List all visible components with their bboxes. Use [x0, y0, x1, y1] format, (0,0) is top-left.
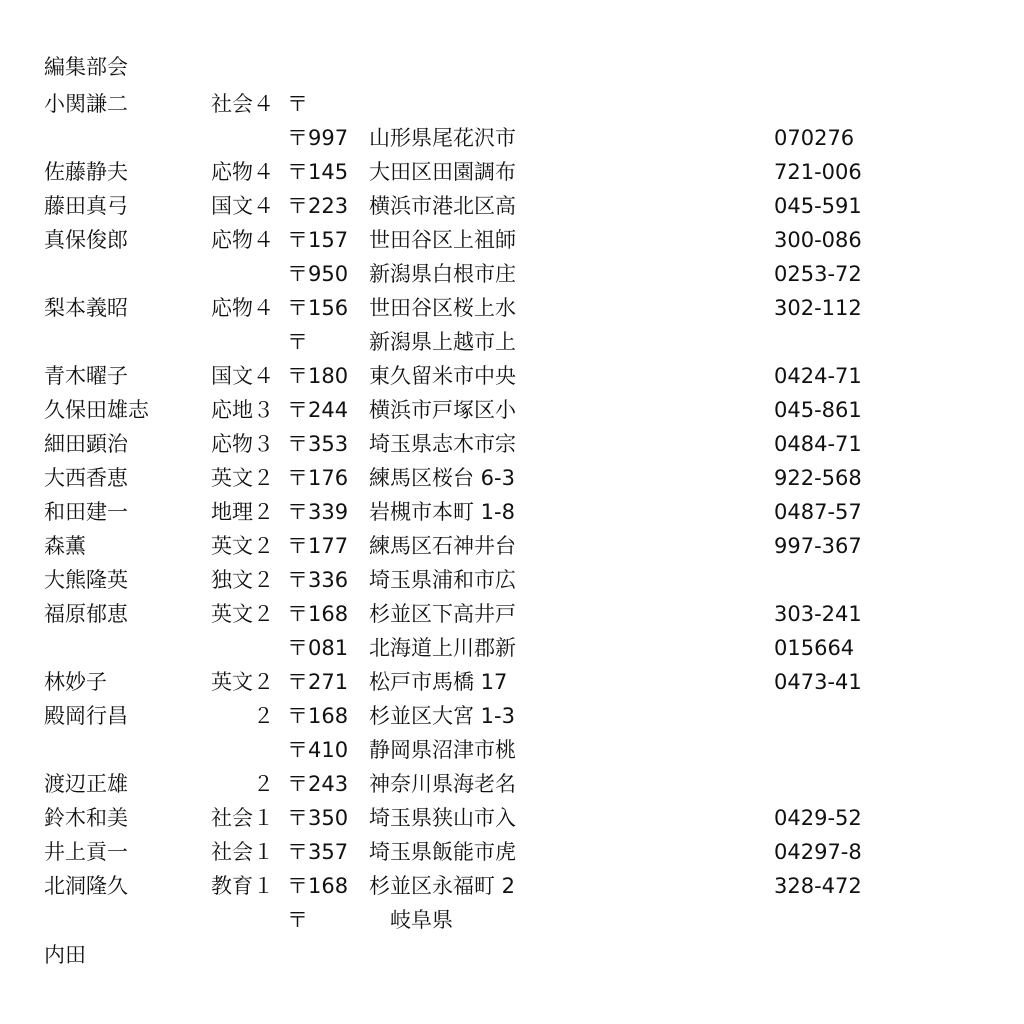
postal-code: 〒168 [287, 874, 349, 898]
member-address: 岩槻市本町 1-8 [369, 500, 515, 524]
postal-code: 〒271 [287, 670, 349, 694]
table-row [0, 427, 1024, 461]
postal-code: 〒350 [287, 806, 349, 830]
member-address: 埼玉県飯能市虎 [369, 840, 516, 864]
member-phone: 300-086 [774, 228, 862, 252]
table-row [0, 631, 1024, 665]
table-row [0, 835, 1024, 869]
postal-code: 〒 [287, 92, 308, 116]
member-address: 北海道上川郡新 [369, 636, 516, 660]
member-department: 英文２ [211, 534, 274, 558]
member-department: 英文２ [211, 602, 274, 626]
member-name: 渡辺正雄 [44, 772, 128, 796]
member-address: 新潟県上越市上 [369, 330, 516, 354]
member-address: 新潟県白根市庄 [369, 262, 516, 286]
member-name: 殿岡行昌 [44, 704, 128, 728]
postal-code: 〒177 [287, 534, 349, 558]
table-row [0, 665, 1024, 699]
member-phone: 0424-71 [774, 364, 862, 388]
postal-code: 〒168 [287, 704, 349, 728]
member-name: 鈴木和美 [44, 806, 128, 830]
member-name: 森薫 [44, 534, 86, 558]
member-address: 松戸市馬橋 17 [369, 670, 508, 694]
member-address: 世田谷区桜上水 [369, 296, 516, 320]
member-department: 応物４ [211, 228, 274, 252]
member-address: 杉並区大宮 1-3 [369, 704, 515, 728]
postal-code: 〒180 [287, 364, 349, 388]
table-row [0, 699, 1024, 733]
member-name: 福原郁恵 [44, 602, 128, 626]
table-row [0, 597, 1024, 631]
postal-code: 〒145 [287, 160, 349, 184]
postal-code: 〒243 [287, 772, 349, 796]
member-name: 細田顕治 [44, 432, 128, 456]
table-row [0, 257, 1024, 291]
table-row [0, 733, 1024, 767]
table-row [0, 393, 1024, 427]
member-department: 独文２ [211, 568, 274, 592]
table-row [0, 563, 1024, 597]
table-row [0, 903, 1024, 937]
member-phone: 04297-8 [774, 840, 862, 864]
postal-code: 〒410 [287, 738, 349, 762]
member-name: 小関謙二 [44, 92, 128, 116]
member-address: 岐阜県 [369, 908, 453, 932]
table-row [0, 87, 1024, 121]
postal-code: 〒357 [287, 840, 349, 864]
member-address: 練馬区石神井台 [369, 534, 516, 558]
member-name: 和田建一 [44, 500, 128, 524]
table-row [0, 155, 1024, 189]
postal-code: 〒157 [287, 228, 349, 252]
member-name: 大熊隆英 [44, 568, 128, 592]
table-row [0, 325, 1024, 359]
member-address: 神奈川県海老名 [369, 772, 516, 796]
member-department: 国文４ [211, 364, 274, 388]
member-address: 横浜市戸塚区小 [369, 398, 516, 422]
member-name: 井上貢一 [44, 840, 128, 864]
member-name: 青木曜子 [44, 364, 128, 388]
member-address: 東久留米市中央 [369, 364, 516, 388]
member-address: 山形県尾花沢市 [369, 126, 516, 150]
member-department: 応地３ [211, 398, 274, 422]
member-name: 林妙子 [44, 670, 107, 694]
member-name: 大西香恵 [44, 466, 128, 490]
member-department: 応物３ [211, 432, 274, 456]
table-row [0, 767, 1024, 801]
member-department: 応物４ [211, 160, 274, 184]
postal-code: 〒176 [287, 466, 349, 490]
member-department: ２ [253, 772, 274, 796]
member-department: 地理２ [211, 500, 274, 524]
member-phone: 328-472 [774, 874, 862, 898]
table-row [0, 121, 1024, 155]
table-row [0, 801, 1024, 835]
member-department: 社会４ [211, 92, 274, 116]
member-address: 杉並区下高井戸 [369, 602, 516, 626]
member-name: 久保田雄志 [44, 398, 149, 422]
member-name: 佐藤静夫 [44, 160, 128, 184]
postal-code: 〒353 [287, 432, 349, 456]
member-department: 国文４ [211, 194, 274, 218]
member-address: 杉並区永福町 2 [369, 874, 516, 898]
document-footer-name: 内田 [44, 943, 86, 967]
postal-code: 〒223 [287, 194, 349, 218]
postal-code: 〒244 [287, 398, 349, 422]
member-department: 応物４ [211, 296, 274, 320]
member-address: 練馬区桜台 6-3 [369, 466, 515, 490]
postal-code: 〒081 [287, 636, 349, 660]
postal-code: 〒997 [287, 126, 349, 150]
postal-code: 〒339 [287, 500, 349, 524]
table-row [0, 529, 1024, 563]
member-phone: 0487-57 [774, 500, 862, 524]
table-row [0, 189, 1024, 223]
member-phone: 922-568 [774, 466, 862, 490]
member-phone: 0484-71 [774, 432, 862, 456]
member-phone: 045-861 [774, 398, 862, 422]
member-department: 社会１ [211, 806, 274, 830]
member-address: 横浜市港北区高 [369, 194, 516, 218]
table-row [0, 461, 1024, 495]
member-name: 藤田真弓 [44, 194, 128, 218]
postal-code: 〒336 [287, 568, 349, 592]
member-phone: 0429-52 [774, 806, 862, 830]
member-department: 教育１ [211, 874, 274, 898]
table-row [0, 869, 1024, 903]
member-phone: 997-367 [774, 534, 862, 558]
member-phone: 070276 [774, 126, 855, 150]
member-phone: 015664 [774, 636, 855, 660]
member-name: 梨本義昭 [44, 296, 128, 320]
member-department: 社会１ [211, 840, 274, 864]
member-name: 北洞隆久 [44, 874, 128, 898]
member-address: 埼玉県志木市宗 [369, 432, 516, 456]
member-phone: 721-006 [774, 160, 862, 184]
member-address: 大田区田園調布 [369, 160, 516, 184]
postal-code: 〒950 [287, 262, 349, 286]
member-department: 英文２ [211, 670, 274, 694]
member-phone: 0253-72 [774, 262, 862, 286]
member-department: 英文２ [211, 466, 274, 490]
table-row [0, 291, 1024, 325]
member-name: 真保俊郎 [44, 228, 128, 252]
postal-code: 〒 [287, 908, 308, 932]
member-address: 埼玉県浦和市広 [369, 568, 516, 592]
table-row [0, 359, 1024, 393]
member-department: ２ [253, 704, 274, 728]
member-phone: 303-241 [774, 602, 862, 626]
member-address: 世田谷区上祖師 [369, 228, 516, 252]
table-row [0, 223, 1024, 257]
table-row [0, 495, 1024, 529]
postal-code: 〒168 [287, 602, 349, 626]
postal-code: 〒 [287, 330, 308, 354]
member-phone: 302-112 [774, 296, 862, 320]
postal-code: 〒156 [287, 296, 349, 320]
member-phone: 0473-41 [774, 670, 862, 694]
member-rows [0, 87, 1024, 937]
member-phone: 045-591 [774, 194, 862, 218]
member-address: 埼玉県狭山市入 [369, 806, 516, 830]
member-address: 静岡県沼津市桃 [369, 738, 516, 762]
document-heading: 編集部会 [44, 55, 128, 79]
